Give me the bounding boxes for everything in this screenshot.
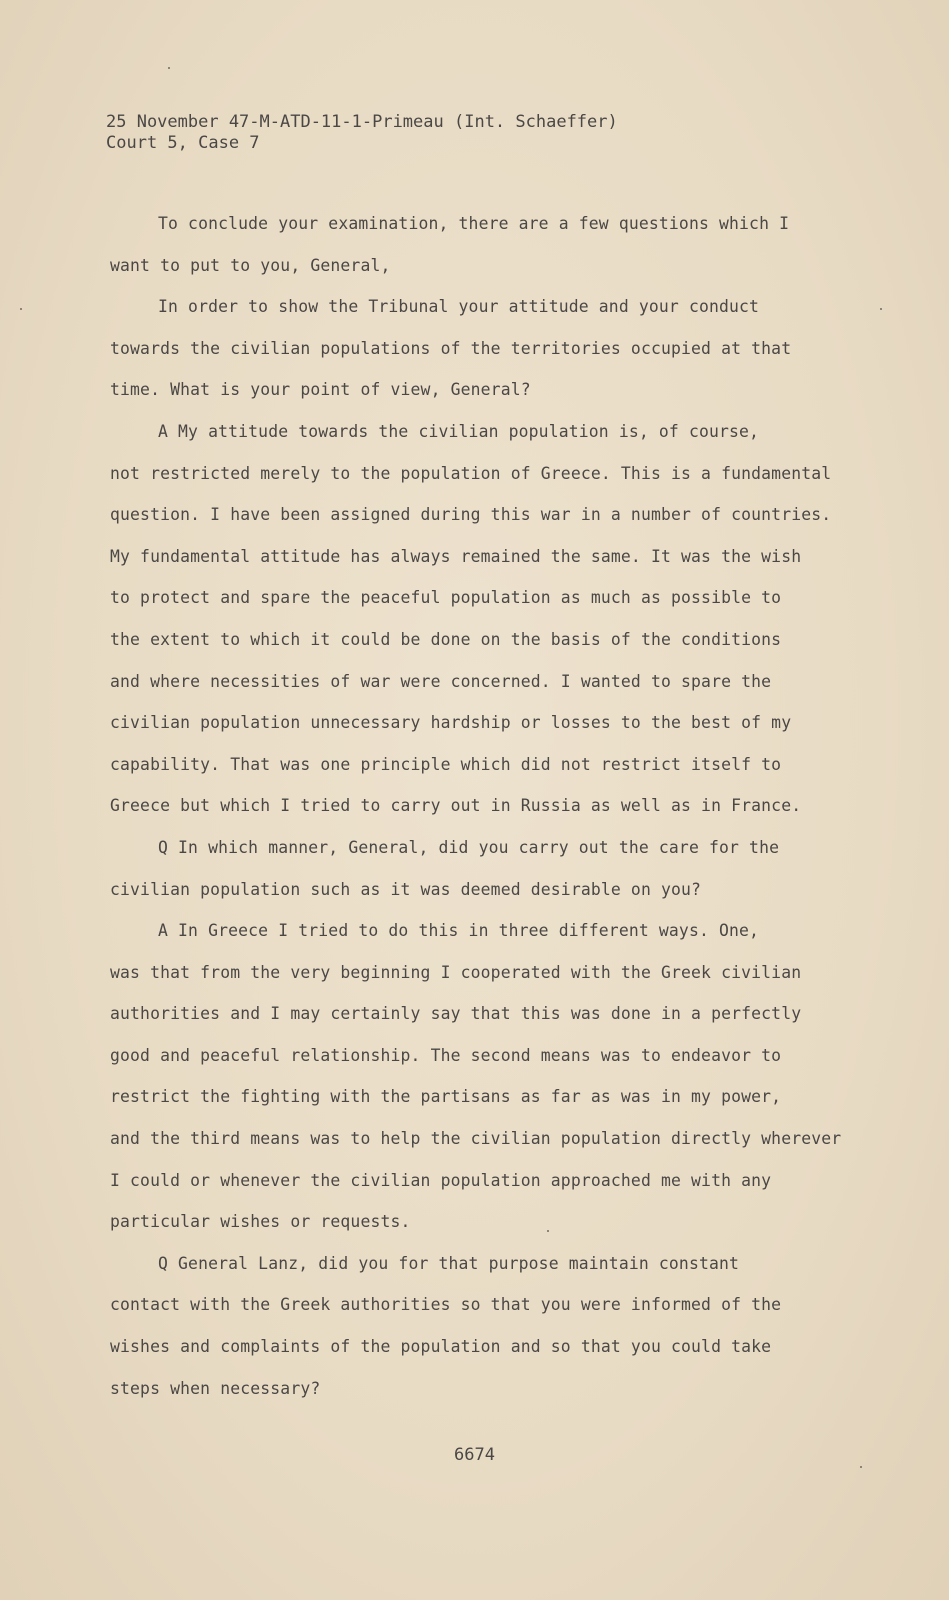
header-court-line: Court 5, Case 7 [106,133,260,153]
transcript-line: I could or whenever the civilian population approached me with any [110,1170,772,1190]
transcript-line: restrict the fighting with the partisans as far as was in my power, [110,1087,782,1107]
transcript-line: and where necessities of war were concerned. I wanted to spare the [110,671,772,691]
transcript-line: time. What is your point of view, General? [110,380,531,400]
transcript-line: To conclude your examination, there are a few questions which I [158,214,790,233]
transcript-line: civilian population unnecessary hardship or losses to the best of my [110,713,792,733]
transcript-line: civilian population such as it was deemed desirable on you? [110,879,702,899]
transcript-line: was that from the very beginning I cooperated with the Greek civilian [110,962,802,982]
page-number: 6674 [454,1445,495,1465]
paper-speck [20,308,22,310]
transcript-line: A My attitude towards the civilian population is, of course, [158,421,760,441]
transcript-line: My fundamental attitude has always remained the same. It was the wish [110,546,802,566]
transcript-line: Q General Lanz, did you for that purpose maintain constant [158,1253,740,1273]
transcript-line: authorities and I may certainly say that this was done in a perfectly [110,1004,802,1024]
transcript-line: good and peaceful relationship. The second means was to endeavor to [110,1045,782,1065]
transcript-line: A In Greece I tried to do this in three different ways. One, [158,921,760,941]
paper-speck [880,308,882,310]
transcript-line: Greece but which I tried to carry out in Russia as well as in France. [110,796,802,816]
transcript-line: and the third means was to help the civilian population directly wherever [110,1129,842,1149]
transcript-line: capability. That was one principle which did not restrict itself to [110,754,782,774]
transcript-line: contact with the Greek authorities so that you were informed of the [110,1295,782,1315]
document-header [106,112,618,154]
transcript-line: not restricted merely to the population of Greece. This is a fundamental [110,463,832,483]
paper-speck [168,67,170,69]
transcript-line: Q In which manner, General, did you carry out the care for the [158,837,780,857]
header-reference-line: 25 November 47-M-ATD-11-1-Primeau (Int. Schaeffer) [106,112,618,132]
transcript-line: wishes and complaints of the population and so that you could take [110,1337,772,1357]
transcript-line: question. I have been assigned during this war in a number of countries. [110,505,832,525]
transcript-line: steps when necessary? [110,1378,321,1398]
transcript-line: the extent to which it could be done on the basis of the conditions [110,629,782,649]
transcript-line: towards the civilian populations of the territories occupied at that [110,338,792,358]
transcript-line: to protect and spare the peaceful population as much as possible to [110,588,782,608]
paper-speck [860,1466,862,1468]
transcript-line: want to put to you, General, [110,255,391,275]
transcript-line: In order to show the Tribunal your attitude and your conduct [158,297,760,317]
transcript-line: particular wishes or requests. [110,1212,411,1232]
transcript-body [110,203,850,1409]
paper-speck [547,1230,549,1232]
